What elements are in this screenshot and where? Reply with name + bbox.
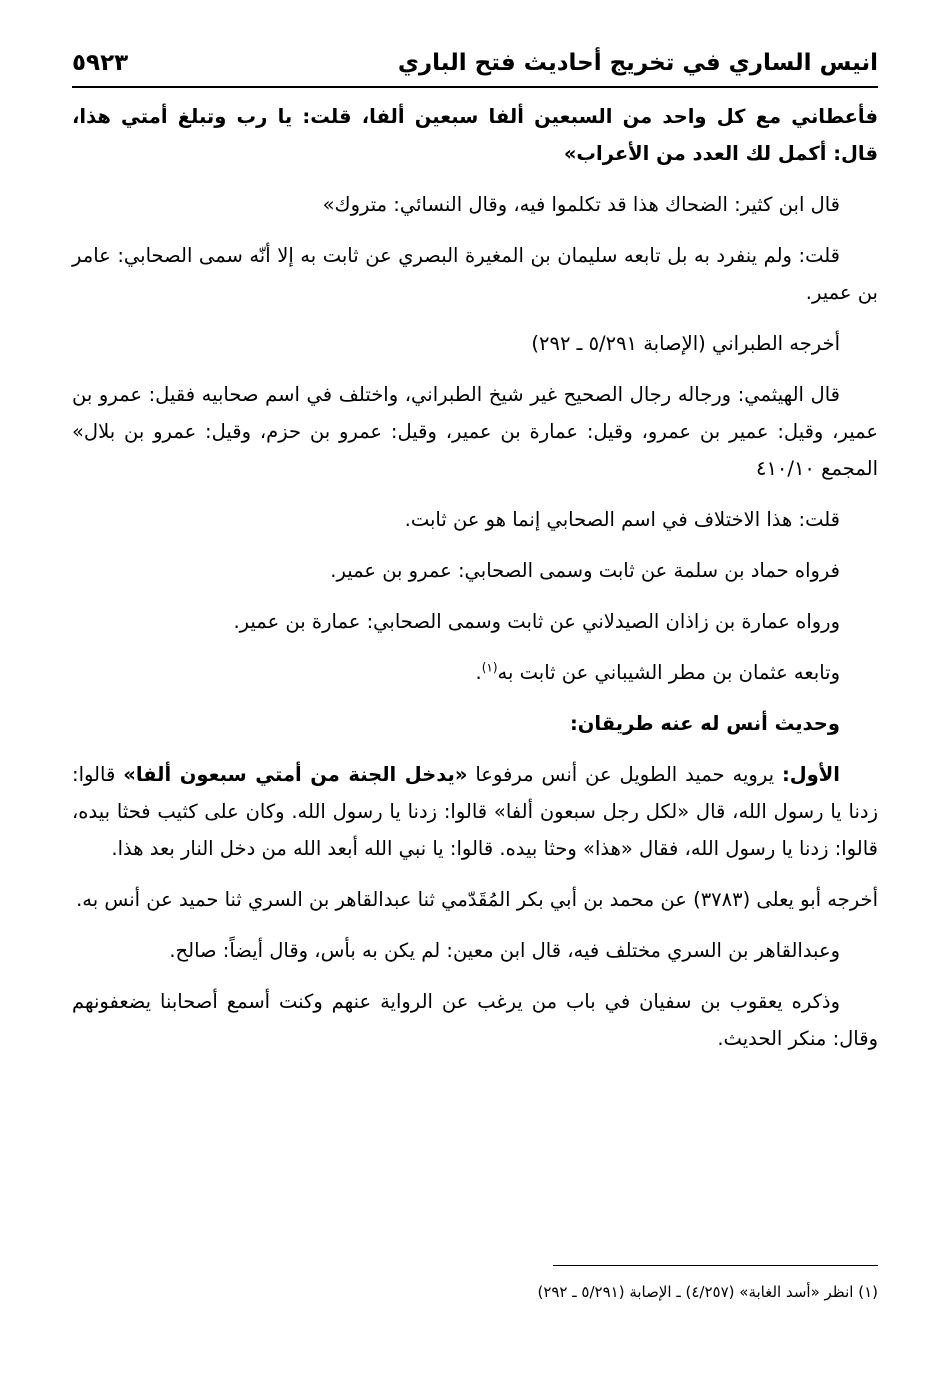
paragraph: قلت: هذا الاختلاف في اسم الصحابي إنما هو عن ثابت. xyxy=(404,508,840,531)
page-body xyxy=(72,98,878,1071)
first-way-text: يرويه حميد الطويل عن أنس مرفوعا xyxy=(467,763,782,786)
paragraph: قلت: ولم ينفرد به بل تابعه سليمان بن المغيرة البصري عن ثابت به إلا أنّه سمى الصحابي: عامر بن عمير. xyxy=(72,244,878,304)
footnote: (١) انظر «أسد الغابة» (٤/٢٥٧) ـ الإصابة (٥/٢٩١ ـ ٢٩٢) xyxy=(537,1283,878,1301)
paragraph-text: وتابعه عثمان بن مطر الشيباني عن ثابت به xyxy=(497,661,840,684)
page-header xyxy=(72,40,878,88)
paragraph: قال الهيثمي: ورجاله رجال الصحيح غير شيخ الطبراني، واختلف في اسم صحابيه فقيل: عمرو بن عمير، وقيل: عمير بن عمرو، وقيل: عمارة بن عمير، وقيل: عمرو بن حزم، وقيل: عمرو بن بلال» المجمع ٤١٠/١٠ xyxy=(72,383,878,480)
paragraph-first-way xyxy=(72,756,878,867)
section-heading: وحديث أنس له عنه طريقان: xyxy=(569,712,840,735)
paragraph: فرواه حماد بن سلمة عن ثابت وسمى الصحابي: عمرو بن عمير. xyxy=(330,559,840,582)
paragraph: وذكره يعقوب بن سفيان في باب من يرغب عن الرواية عنهم وكنت أسمع أصحابنا يضعفونهم وقال: منكر الحديث. xyxy=(72,990,878,1050)
footnote-divider xyxy=(553,1265,878,1266)
paragraph: قال ابن كثير: الضحاك هذا قد تكلموا فيه، وقال النسائي: متروك» xyxy=(322,193,840,216)
paragraph: وتابعه عثمان بن مطر الشيباني عن ثابت به$^{(١)}$. xyxy=(475,660,840,684)
running-title: انيس الساري في تخريج أحاديث فتح الباري xyxy=(397,50,878,76)
paragraph: فأعطاني مع كل واحد من السبعين ألفا سبعين ألفا، قلت: يا رب وتبلغ أمتي هذا، قال: أكمل لك العدد من الأعراب» xyxy=(72,105,878,165)
first-way-label: الأول: xyxy=(781,763,840,786)
page-number: ٥٩٢٣ xyxy=(72,50,129,76)
paragraph: ورواه عمارة بن زاذان الصيدلاني عن ثابت وسمى الصحابي: عمارة بن عمير. xyxy=(233,610,840,633)
paragraph-continuation: قالوا: زدنا يا رسول الله، قال «لكل رجل سبعون ألفا» قالوا: زدنا يا رسول الله. وكان على كثيب فحثا بيده، قالوا: زدنا يا رسول الله، فقال «هذا» وحثا بيده. قالوا: يا نبي الله أبعد الله من دخل النار بعد هذا. xyxy=(72,763,878,860)
hadith-quote: «يدخل الجنة من أمتي سبعون ألفا» xyxy=(123,763,468,786)
paragraph: وعبدالقاهر بن السري مختلف فيه، قال ابن معين: لم يكن به بأس، وقال أيضاً: صالح. xyxy=(169,939,840,962)
paragraph: أخرجه أبو يعلى (٣٧٨٣) عن محمد بن أبي بكر المُقَدّمي ثنا عبدالقاهر بن السري ثنا حميد عن أنس به. xyxy=(76,888,878,911)
paragraph: أخرجه الطبراني (الإصابة ٥/٢٩١ ـ ٢٩٢) xyxy=(531,332,840,355)
footnote-reference: (١) xyxy=(481,660,498,675)
